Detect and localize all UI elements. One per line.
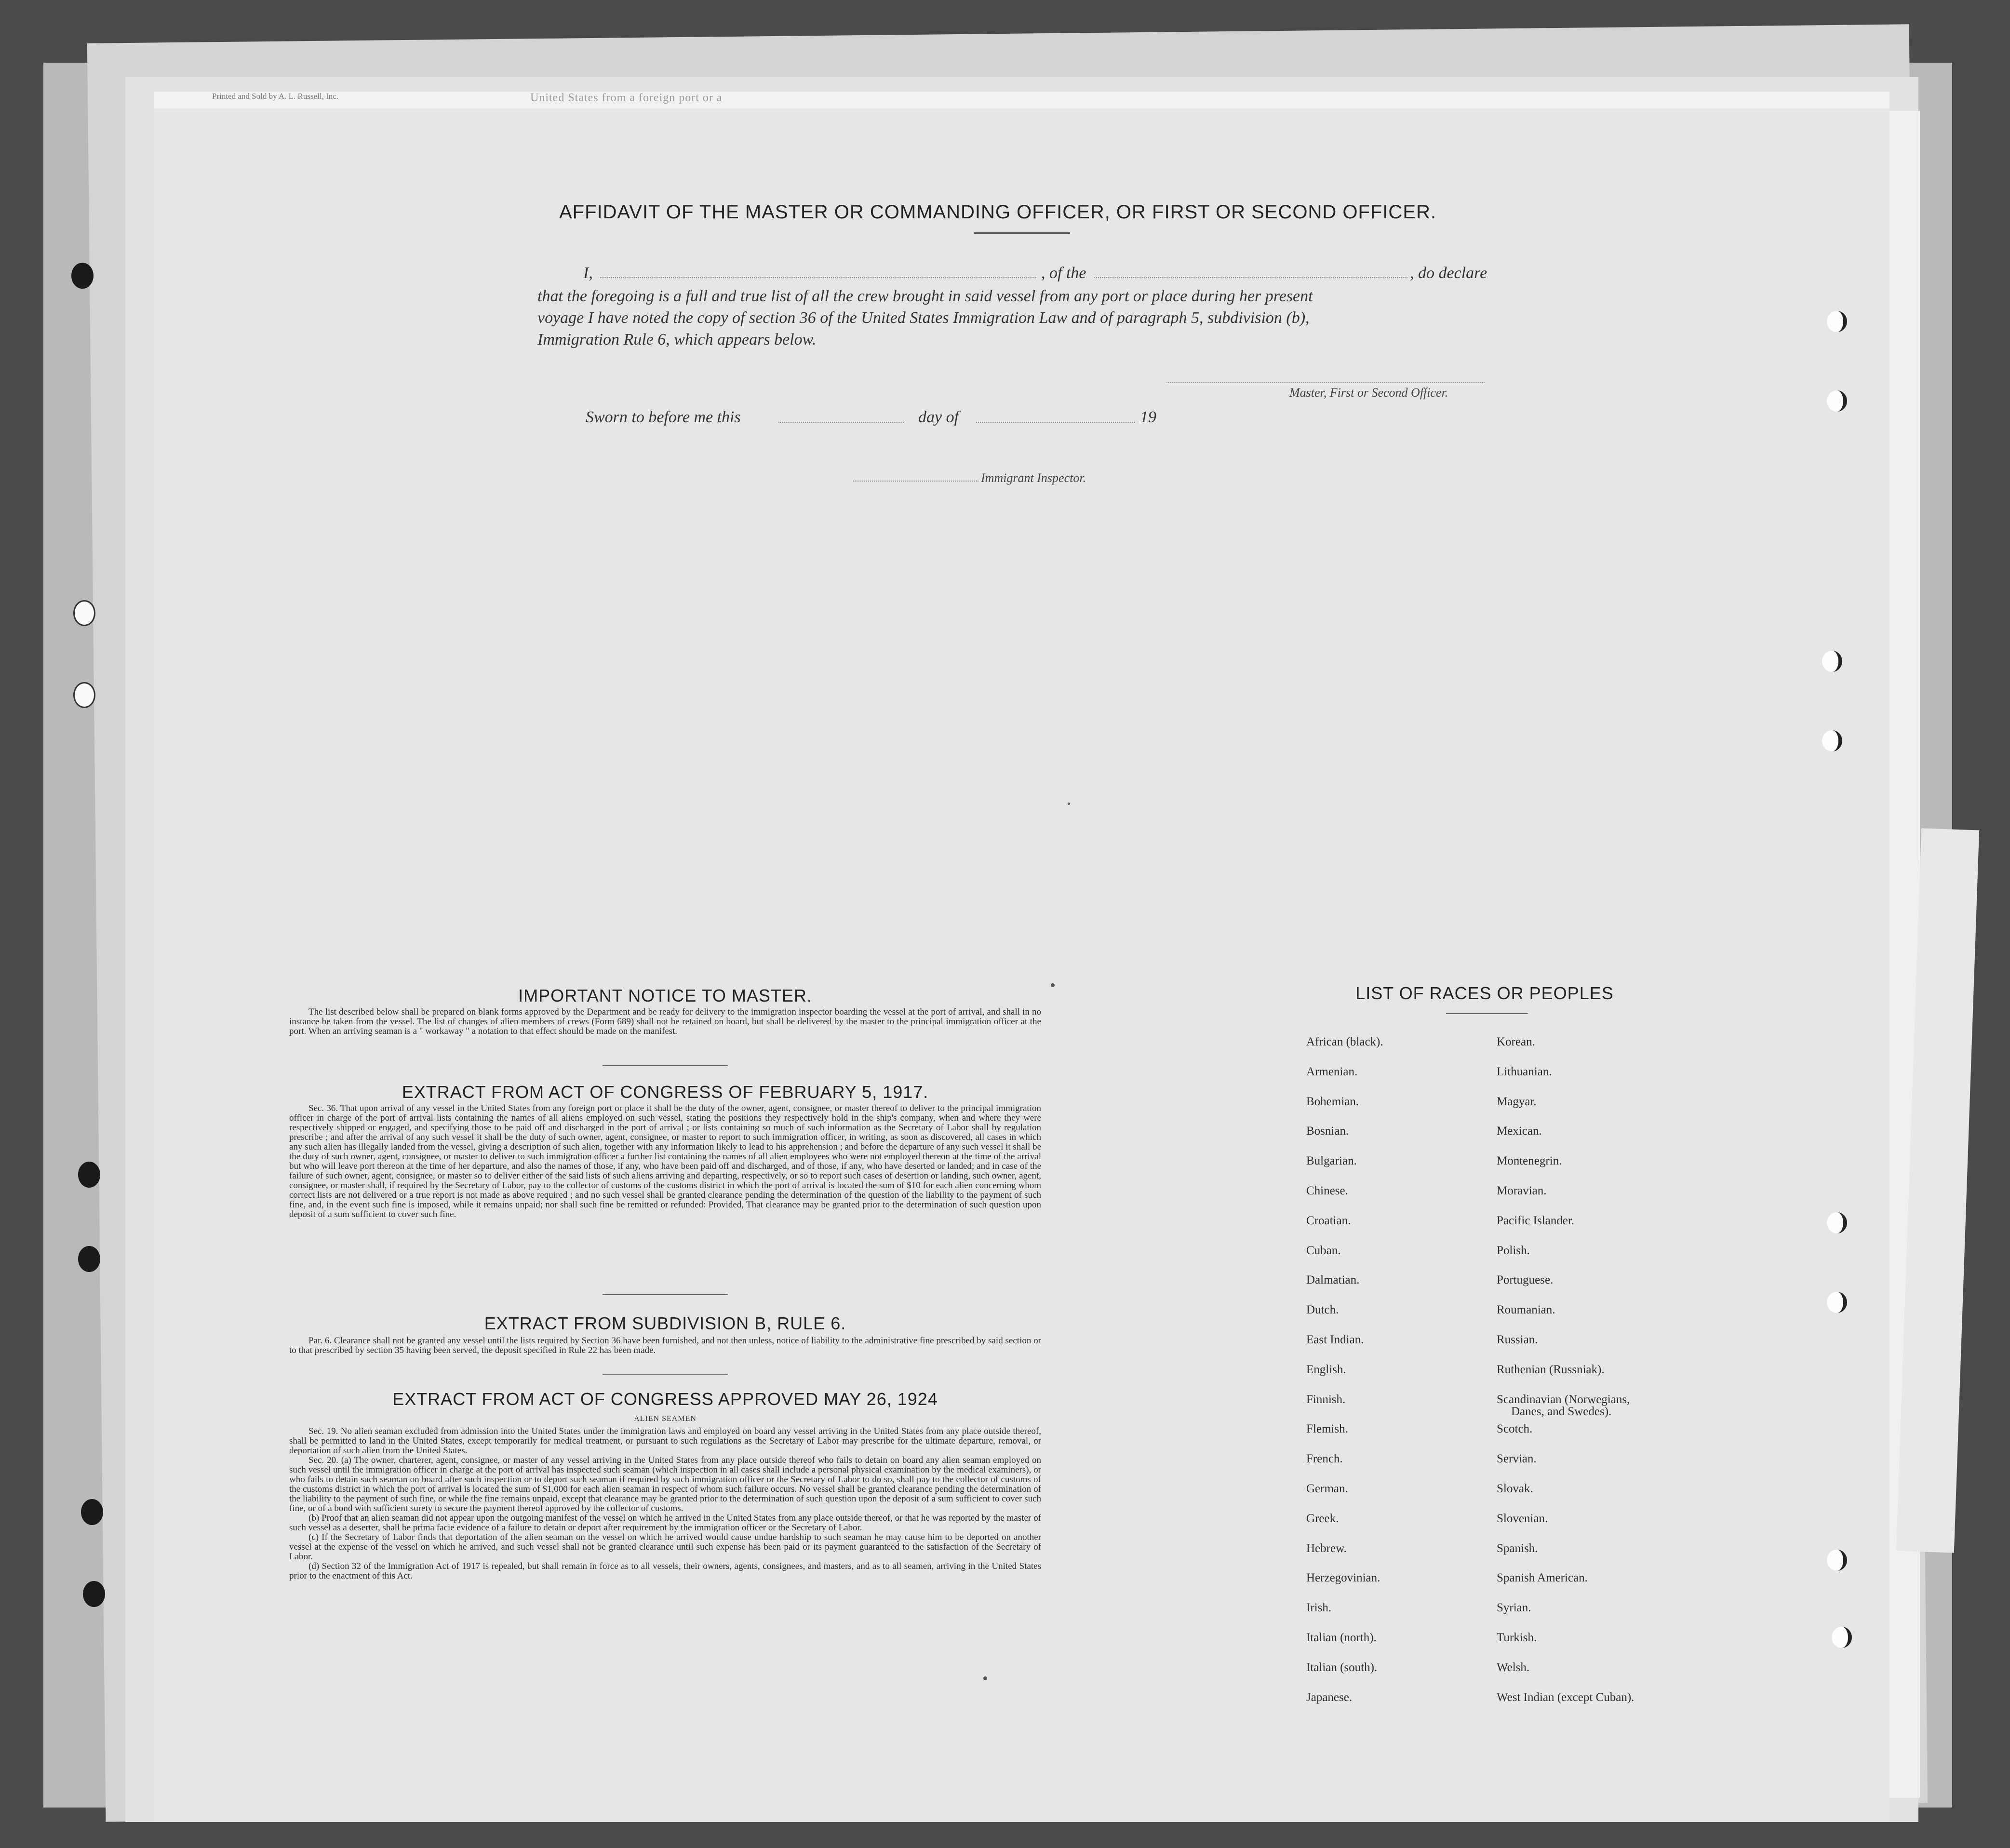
affidavit-declare: , do declare xyxy=(1410,264,1487,282)
race-item: Turkish. xyxy=(1497,1631,1537,1644)
races-rule xyxy=(1446,1013,1528,1014)
race-item: Spanish. xyxy=(1497,1541,1538,1555)
binder-hole-icon xyxy=(71,263,94,289)
race-item: Dalmatian. xyxy=(1306,1273,1360,1287)
race-item: Bulgarian. xyxy=(1306,1154,1357,1168)
race-item: Armenian. xyxy=(1306,1065,1358,1078)
binder-hole-icon xyxy=(1827,1292,1847,1313)
sec20c-paragraph: (c) If the Secretary of Labor finds that deportation of the alien seaman on the vessel on which he arrived would cause undue hardship to such seaman he may cause him to be deported on another vessel at the expense of the vessel on which he arrived, and such vessel shall not be granted clearance until such expense has been paid or its payment guaranteed to the satisfaction of the Secretary of Labor. xyxy=(289,1532,1041,1562)
paper-speck xyxy=(1051,983,1055,987)
race-item: Herzegovinian. xyxy=(1306,1571,1380,1585)
master-signature-line xyxy=(1166,382,1485,383)
inspector-label: Immigrant Inspector. xyxy=(981,471,1086,485)
race-item: Dutch. xyxy=(1306,1303,1339,1317)
race-item: Italian (north). xyxy=(1306,1631,1377,1644)
affidavit-of-the: , of the xyxy=(1041,264,1086,282)
race-item: Hebrew. xyxy=(1306,1541,1347,1555)
binder-hole-icon xyxy=(73,600,95,626)
race-item: Moravian. xyxy=(1497,1184,1547,1197)
binder-hole-icon xyxy=(73,682,95,708)
sworn-day-blank xyxy=(778,422,904,423)
section-rule xyxy=(603,1374,728,1375)
race-item: Korean. xyxy=(1497,1035,1535,1048)
bleed-through-text: United States from a foreign port or a xyxy=(530,92,723,104)
inspector-signature-line xyxy=(853,481,978,482)
race-item: Slovenian. xyxy=(1497,1512,1548,1525)
printer-imprint: Printed and Sold by A. L. Russell, Inc. xyxy=(212,92,339,101)
sworn-month-blank xyxy=(976,422,1135,423)
paper-speck xyxy=(983,1676,987,1680)
binder-hole-icon xyxy=(1832,1627,1852,1648)
sec20b-paragraph: (b) Proof that an alien seaman did not appear upon the outgoing manifest of the vessel on which he arrived in the United States from any place outside thereof, or that he was reported by the master of such vessel as a deserter, shall be prima facie evidence of a failure to detain or deport after requirement by the immigration officer or the Secretary of Labor. xyxy=(289,1513,1041,1533)
race-item: Flemish. xyxy=(1306,1422,1348,1436)
sec20d-paragraph: (d) Section 32 of the Immigration Act of 1917 is repealed, but shall remain in force as to all vessels, their owners, agents, consignees, and masters, and as to all seamen, arriving in the United States prior to the enactment of this Act. xyxy=(289,1561,1041,1581)
affidavit-title: AFFIDAVIT OF THE MASTER OR COMMANDING OFFICER, OR FIRST OR SECOND OFFICER. xyxy=(559,201,1436,223)
master-signature-label: Master, First or Second Officer. xyxy=(1289,386,1448,400)
race-item: Russian. xyxy=(1497,1333,1538,1346)
race-item: Ruthenian (Russniak). xyxy=(1497,1363,1605,1376)
binder-hole-icon xyxy=(1827,311,1847,332)
race-item: Portuguese. xyxy=(1497,1273,1554,1287)
race-item: Mexican. xyxy=(1497,1125,1542,1138)
section-36-paragraph: Sec. 36. That upon arrival of any vessel in the United States from any foreign port or place it shall be the duty of the owner, agent, consignee, or master thereof to deliver to the principal immigration officer in charge of the port of arrival lists containing the names of all aliens employed on such vessel, stating the positions they respectively hold in the ship's company, when and where they were respectively shipped or engaged, and specifying those to be paid off and discharged in the port of arrival ; or lists containing so much of such information as the Secretary of Labor shall by regulation prescribe ; and after the arrival of any such vessel it shall be the duty of such owner, agent, consignee, or master to report to such immigration officer, in writing, as soon as discovered, all cases in which any such alien has illegally landed from the vessel, giving a description of such alien, together with any information likely to lead to his apprehension ; and before the departure of any such vessel it shall be the duty of such owner, agent, consignee, or master to deliver to such immigration officer a further list containing the names of all alien employees who were not employed thereon at the time of the arrival but who will leave port thereon at the time of her departure, and also the names of those, if any, who have been paid off and discharged, and of those, if any, who have deserted or landed; and in case of the failure of such owner, agent, consignee, or master so to deliver either of the said lists of such aliens arriving and departing, respectively, or so to report such cases of desertion or landing, such owner, agent, consignee, or master shall, if required by the Secretary of Labor, pay to the collector of customs of the customs district in which the port of arrival is located the sum of $10 for each alien concerning whom correct lists are not delivered or a true report is not made as above required ; and no such vessel shall be granted clearance pending the determination of the question of the liability to the payment of such fine, and, in the event such fine is imposed, while it remains unpaid; nor shall such fine be remitted or refunded: Provided, That clearance may be granted prior to the determination of such question upon deposit of a sum sufficient to cover such fine. xyxy=(289,1103,1041,1219)
binder-hole-icon xyxy=(1827,1550,1847,1571)
race-item: Welsh. xyxy=(1497,1661,1530,1674)
binder-hole-icon xyxy=(78,1246,100,1272)
race-item: East Indian. xyxy=(1306,1333,1364,1346)
notice-text xyxy=(289,1007,1041,1036)
affidavit-i: I, xyxy=(583,264,593,282)
alien-seamen-subhead: ALIEN SEAMEN xyxy=(634,1415,697,1423)
race-item: Scotch. xyxy=(1497,1422,1533,1436)
rule6-paragraph: Par. 6. Clearance shall not be granted any vessel until the lists required by Section 36 have been furnished, and not then unless, notice of liability to the administrative fine prescribed by said section or to that prescribed by section 35 having been served, the deposit specified in Rule 22 has been made. xyxy=(289,1336,1041,1355)
section-rule xyxy=(603,1294,728,1295)
race-item: Japanese. xyxy=(1306,1690,1353,1704)
race-item: Cuban. xyxy=(1306,1244,1341,1257)
race-item: Irish. xyxy=(1306,1601,1332,1615)
race-item: Slovak. xyxy=(1497,1482,1533,1495)
race-item: Chinese. xyxy=(1306,1184,1348,1197)
vessel-blank xyxy=(1094,277,1407,278)
section-rule xyxy=(603,1065,728,1066)
extract-1924-text xyxy=(289,1427,1041,1581)
race-item: Magyar. xyxy=(1497,1095,1537,1108)
races-title: LIST OF RACES OR PEOPLES xyxy=(1355,983,1614,1003)
extract-1924-title: EXTRACT FROM ACT OF CONGRESS APPROVED MAY 26, 1924 xyxy=(392,1389,938,1409)
race-item: Italian (south). xyxy=(1306,1661,1378,1674)
race-item: Pacific Islander. xyxy=(1497,1214,1575,1227)
race-item: Scandinavian (Norwegians, xyxy=(1497,1393,1630,1406)
race-item: Roumanian. xyxy=(1497,1303,1555,1317)
title-rule xyxy=(974,232,1070,234)
sworn-day-of: day of xyxy=(918,408,959,426)
race-item: French. xyxy=(1306,1452,1343,1466)
race-item: Montenegrin. xyxy=(1497,1154,1562,1168)
race-item-continuation: Danes, and Swedes). xyxy=(1511,1405,1612,1418)
binder-hole-icon xyxy=(81,1499,103,1525)
race-item: Greek. xyxy=(1306,1512,1339,1525)
notice-title: IMPORTANT NOTICE TO MASTER. xyxy=(518,986,812,1005)
race-item: Servian. xyxy=(1497,1452,1537,1466)
paper-speck xyxy=(1068,803,1070,805)
sworn-prefix: Sworn to before me this xyxy=(586,408,741,426)
race-item: Bohemian. xyxy=(1306,1095,1359,1108)
binder-hole-icon xyxy=(1827,390,1847,412)
sworn-year: 19 xyxy=(1140,408,1156,426)
race-item: African (black). xyxy=(1306,1035,1383,1048)
affidavit-line-3: voyage I have noted the copy of section 36 of the United States Immigration Law and of paragraph 5, subdivision (b), xyxy=(537,309,1310,327)
extract-1917-title: EXTRACT FROM ACT OF CONGRESS OF FEBRUARY 5, 1917. xyxy=(402,1082,929,1102)
binder-hole-icon xyxy=(1822,651,1842,672)
race-item: English. xyxy=(1306,1363,1346,1376)
binder-hole-icon xyxy=(1822,730,1842,751)
page-top-edge xyxy=(154,92,1889,111)
extract-rule6-title: EXTRACT FROM SUBDIVISION B, RULE 6. xyxy=(484,1313,846,1333)
binder-hole-icon xyxy=(83,1581,105,1607)
affidavit-line-4: Immigration Rule 6, which appears below. xyxy=(537,331,817,348)
race-item: Lithuanian. xyxy=(1497,1065,1552,1078)
binder-hole-icon xyxy=(1827,1212,1847,1233)
sec20a-paragraph: Sec. 20. (a) The owner, charterer, agent, consignee, or master of any vessel arriving in the United States from any place outside thereof who fails to detain on board any alien seaman employed on such vessel until the immigration officer in charge at the port of arrival has inspected such seaman (which inspection in all cases shall include a personal physical examination by the medical examiners), or who fails to detain such seaman on board after such inspection or to deport such seaman if required by such immigration officer or the Secretary of Labor to do so, shall pay to the collector of customs of the customs district in which the port of arrival is located the sum of $1,000 for each alien seaman in respect of whom such failure occurs. No vessel shall be granted clearance pending the determination of the liability to the payment of such fine, or while the fine remains unpaid, except that clearance may be granted prior to the determination of such question upon the deposit of a sum sufficient to cover such fine, or of a bond with sufficient surety to secure the payment thereof approved by the collector of customs. xyxy=(289,1455,1041,1513)
race-item: Finnish. xyxy=(1306,1393,1346,1406)
extract-1917-text xyxy=(289,1104,1041,1219)
race-item: Polish. xyxy=(1497,1244,1530,1257)
notice-paragraph: The list described below shall be prepared on blank forms approved by the Department and be ready for delivery to the immigration inspector boarding the vessel at the port of arrival, and shall in no instance be taken from the vessel. The list of changes of alien members of crews (Form 689) shall not be retained on board, but shall be delivered by the master to the principal immigration officer at the port. When an arriving seaman is a " workaway " a notation to that effect should be made on the manifest. xyxy=(289,1007,1041,1036)
race-item: Spanish American. xyxy=(1497,1571,1588,1585)
race-item: West Indian (except Cuban). xyxy=(1497,1690,1635,1704)
race-item: Croatian. xyxy=(1306,1214,1351,1227)
race-item: German. xyxy=(1306,1482,1348,1495)
extract-rule6-text xyxy=(289,1336,1041,1355)
race-item: Bosnian. xyxy=(1306,1125,1349,1138)
race-item: Syrian. xyxy=(1497,1601,1531,1615)
affidavit-line-2: that the foregoing is a full and true list of all the crew brought in said vessel from any port or place during her present xyxy=(537,287,1313,305)
sec19-paragraph: Sec. 19. No alien seaman excluded from admission into the United States under the immigration laws and employed on board any vessel arriving in the United States from any place outside thereof, shall be permitted to land in the United States, except temporarily for medical treatment, or pursuant to such regulations as the Secretary of Labor may prescribe for the ultimate departure, removal, or deportation of such alien from the United States. xyxy=(289,1426,1041,1456)
name-blank xyxy=(600,277,1036,278)
binder-hole-icon xyxy=(78,1162,100,1188)
